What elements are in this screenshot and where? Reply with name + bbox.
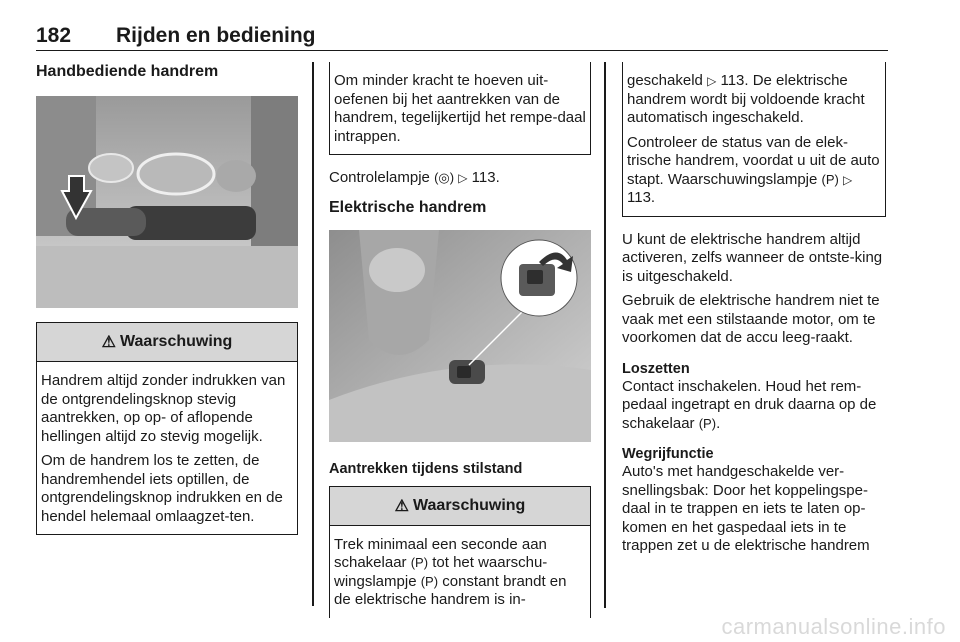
column-separator	[604, 62, 606, 608]
warning-text	[334, 536, 586, 610]
subheading-loszetten: Loszetten	[622, 360, 690, 377]
warning-text-a: Trek minimaal een seconde aan schakelaar	[334, 535, 547, 571]
brake-lamp-icon: (◎)	[434, 170, 455, 185]
box-continued-text: Om minder kracht te hoeven uit-oefenen bij het aantrekken van de handrem, tegelijkertijd het rempe-daal intrappen.	[334, 72, 586, 145]
warning-header	[330, 487, 590, 526]
warning-paragraph-2: Om de handrem los te zetten, de handremhendel iets optillen, de ontgrendelingsknop indrukken en de hendel helemaal omlaagzet-ten.	[41, 452, 283, 525]
watermark: carmanualsonline.info	[721, 614, 946, 639]
subheading-wegrijfunctie: Wegrijfunctie	[622, 446, 714, 462]
warning-triangle-icon: ⚠	[394, 497, 410, 515]
column-1	[36, 62, 298, 535]
paragraph-accu: Gebruik de elektrische handrem niet te vaak met een stilstaande motor, om te voorkomen dat de accu leeg-raakt.	[622, 292, 880, 346]
warning-title: Waarschuwing	[120, 333, 233, 350]
warning-box-stilstand	[329, 486, 591, 618]
paragraph-wegrijfunctie: Auto's met handgeschakelde ver-snellingsbak: Door het koppelingspe-daal in te trappen en iets te laten op-komen en het gaspedaal iets in te trappen zet u de elektrische handrem	[622, 463, 870, 554]
warning-body	[330, 526, 590, 618]
warning-text-c: constant brandt en de elektrische handrem is in-	[334, 572, 567, 608]
subheading-stilstand: Aantrekken tijdens stilstand	[329, 460, 523, 477]
loszetten-end: .	[716, 414, 721, 432]
paragraph-activeren: U kunt de elektrische handrem altijd activeren, zelfs wanneer de ontste-king is uitgeschakeld.	[622, 230, 883, 285]
control-lamp-label: Controlelampje	[329, 169, 430, 186]
box-p1-a: geschakeld	[627, 72, 703, 89]
control-lamp-ref: 113.	[471, 169, 500, 186]
warning-box-continued	[329, 62, 591, 155]
box-p2-b: 113.	[627, 189, 656, 206]
page-number: 182	[36, 24, 72, 47]
column-2	[329, 62, 591, 618]
paragraph-loszetten	[622, 378, 886, 434]
handbrake-lever-photo	[36, 96, 298, 308]
column-separator	[312, 62, 314, 606]
warning-paragraph-1: Handrem altijd zonder indrukken van de ontgrendelingsknop stevig aantrekken, op op- of aflopende hellingen altijd zo stevig mogelijk.	[41, 372, 286, 445]
page-ref-arrow-icon: ▷	[707, 74, 717, 88]
electric-parking-brake-photo	[329, 230, 591, 442]
section-heading-elektrisch: Elektrische handrem	[329, 198, 487, 216]
page-header	[36, 24, 888, 51]
box-p2-a: Controleer de status van de elek-trische handrem, voordat u uit de auto stapt. Waarschuwingslampje	[627, 133, 880, 188]
warning-box-handbrake	[36, 322, 298, 535]
box-paragraph-1	[627, 72, 881, 128]
box-p1-b: 113. De elektrische handrem wordt bij voldoende kracht automatisch ingeschakeld.	[627, 72, 865, 126]
warning-header	[37, 323, 297, 362]
parking-brake-switch-icon: (P)	[410, 555, 429, 570]
column-3	[622, 62, 886, 556]
warning-text-b: tot het waarschu-wingslampje	[334, 554, 548, 590]
section-heading-handbediende: Handbediende handrem	[36, 63, 219, 80]
warning-body	[37, 362, 297, 534]
page-ref-arrow-icon: ▷	[843, 172, 853, 187]
parking-brake-switch-icon: (P)	[698, 415, 717, 431]
warning-triangle-icon: ⚠	[101, 334, 117, 351]
chapter-title: Rijden en bediening	[116, 24, 316, 47]
control-lamp-line	[329, 169, 591, 188]
parking-brake-lamp-icon: (P)	[821, 171, 839, 187]
page-ref-arrow-icon: ▷	[458, 171, 468, 185]
warning-title: Waarschuwing	[413, 496, 526, 514]
parking-brake-lamp-icon: (P)	[420, 573, 439, 589]
warning-box-continued	[622, 62, 886, 217]
loszetten-text: Contact inschakelen. Houd het rem-pedaal ingetrapt en druk daarna op de schakelaar	[622, 377, 877, 432]
box-paragraph-2	[627, 134, 881, 208]
